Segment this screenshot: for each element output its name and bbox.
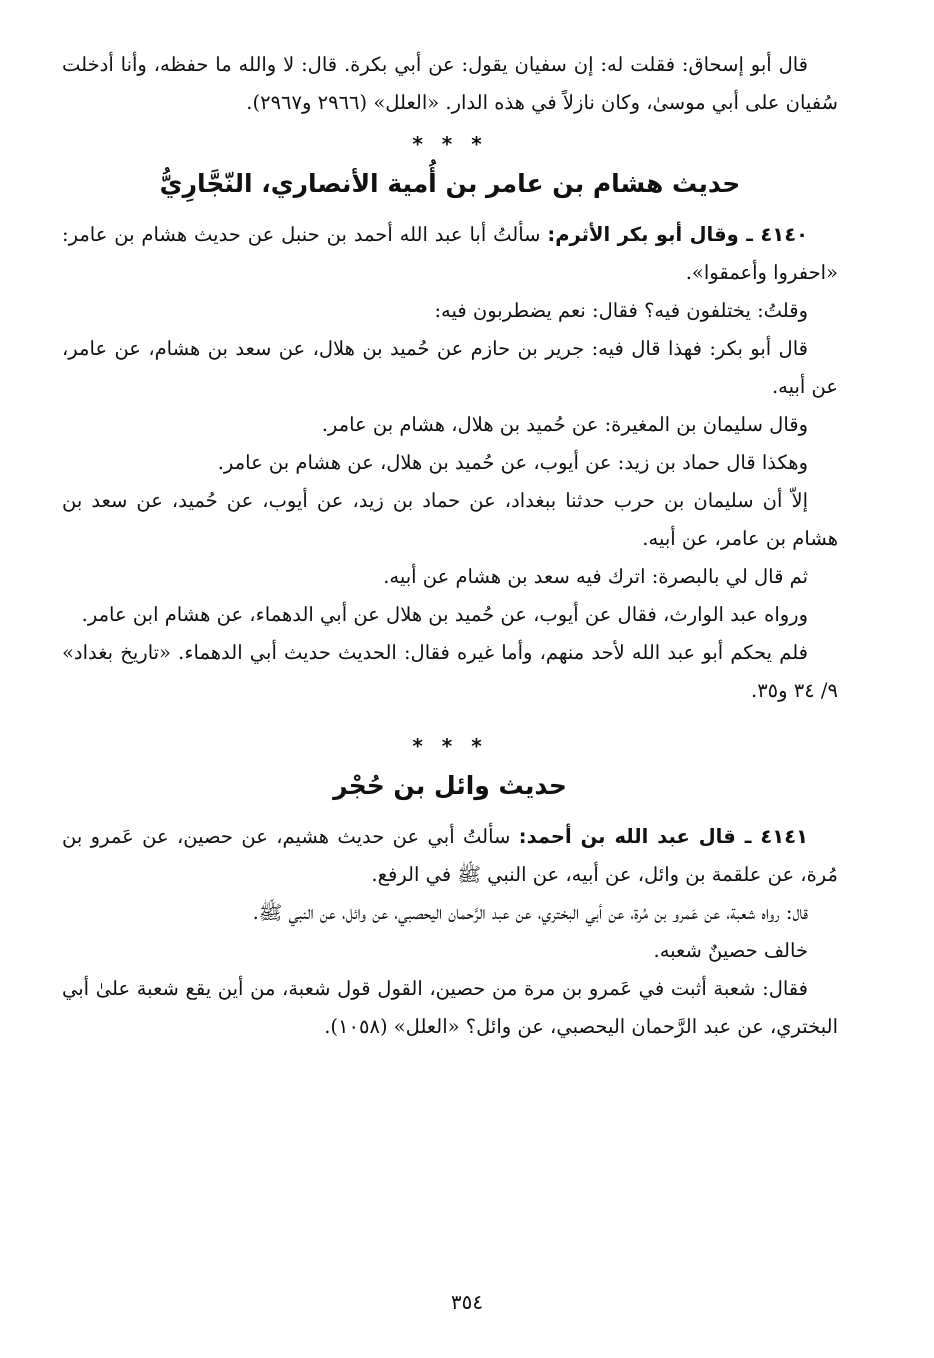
section-separator: * * * <box>412 132 488 156</box>
page-body <box>62 46 838 1046</box>
entry-lead-4140: ٤١٤٠ ـ وقال أبو بكر الأثرم: <box>547 223 808 246</box>
paragraph: فقال: شعبة أثبت في عَمرو بن مرة من حصين، القول قول شعبة، من أين يقع شعبة علىٰ أبي البختري، عن عبد الرَّحمان اليحصبي، عن وائل؟ «العلل» (١٠٥٨). <box>62 977 838 1038</box>
paragraph: إلاّ أن سليمان بن حرب حدثنا ببغداد، عن حماد بن زيد، عن أيوب، عن حُميد، عن سعد بن هشام بن عامر، عن أبيه. <box>62 489 838 550</box>
paragraph: ثم قال لي بالبصرة: اترك فيه سعد بن هشام عن أبيه. <box>383 565 808 588</box>
hadith-entry-4141 <box>62 818 838 894</box>
section-separator: * * * <box>412 734 488 758</box>
hadith-entry-4140 <box>62 216 838 292</box>
section-heading-hisham: حديث هشام بن عامر بن أُمية الأنصاري، النّجَّارِيُّ <box>159 169 741 198</box>
paragraph: وقلتُ: يختلفون فيه؟ فقال: نعم يضطربون فيه: <box>434 299 808 322</box>
intro-paragraph: قال أبو إسحاق: فقلت له: إن سفيان يقول: عن أبي بكرة. قال: لا والله ما حفظه، وأنا أدخلت سُفيان على أبي موسىٰ، وكان نازلاً في هذه الدار. «العلل» (٢٩٦٦ و٢٩٦٧). <box>62 53 838 114</box>
paragraph: قال أبو بكر: فهذا قال فيه: جرير بن حازم عن حُميد بن هلال، عن سعد بن هشام، عن عامر، عن أبيه. <box>62 337 838 398</box>
paragraph: فلم يحكم أبو عبد الله لأحد منهم، وأما غيره فقال: الحديث حديث أبي الدهماء. «تاريخ بغداد» ٩/ ٣٤ و٣٥. <box>62 641 838 702</box>
paragraph: خالف حصينٌ شعبه. <box>653 939 808 962</box>
entry-text-4141: سألتُ أبي عن حديث هشيم، عن حصين، عن عَمرو بن مُرة، عن علقمة بن وائل، عن أبيه، عن النبي ﷺ في الرفع. <box>62 825 838 886</box>
paragraph: وهكذا قال حماد بن زيد: عن أيوب، عن حُميد بن هلال، عن هشام بن عامر. <box>217 451 808 474</box>
paragraph: وقال سليمان بن المغيرة: عن حُميد بن هلال، هشام بن عامر. <box>321 413 808 436</box>
entry-text-4140: سألتُ أبا عبد الله أحمد بن حنبل عن حديث هشام بن عامر: «احفروا وأعمقوا». <box>62 223 838 284</box>
paragraph: قال: رواه شعبة، عن عَمرو بن مُرة، عن أبي البختري، عن عبد الرَّحمان اليحصبي، عن وائل، عن النبي ﷺ. <box>252 901 808 924</box>
page-number: ٣٥٤ <box>450 1290 484 1314</box>
entry-lead-4141: ٤١٤١ ـ قال عبد الله بن أحمد: <box>518 825 808 848</box>
section-heading-wail: حديث وائل بن حُجْر <box>333 771 567 800</box>
paragraph: ورواه عبد الوارث، فقال عن أيوب، عن حُميد بن هلال عن أبي الدهماء، عن هشام ابن عامر. <box>81 603 808 626</box>
